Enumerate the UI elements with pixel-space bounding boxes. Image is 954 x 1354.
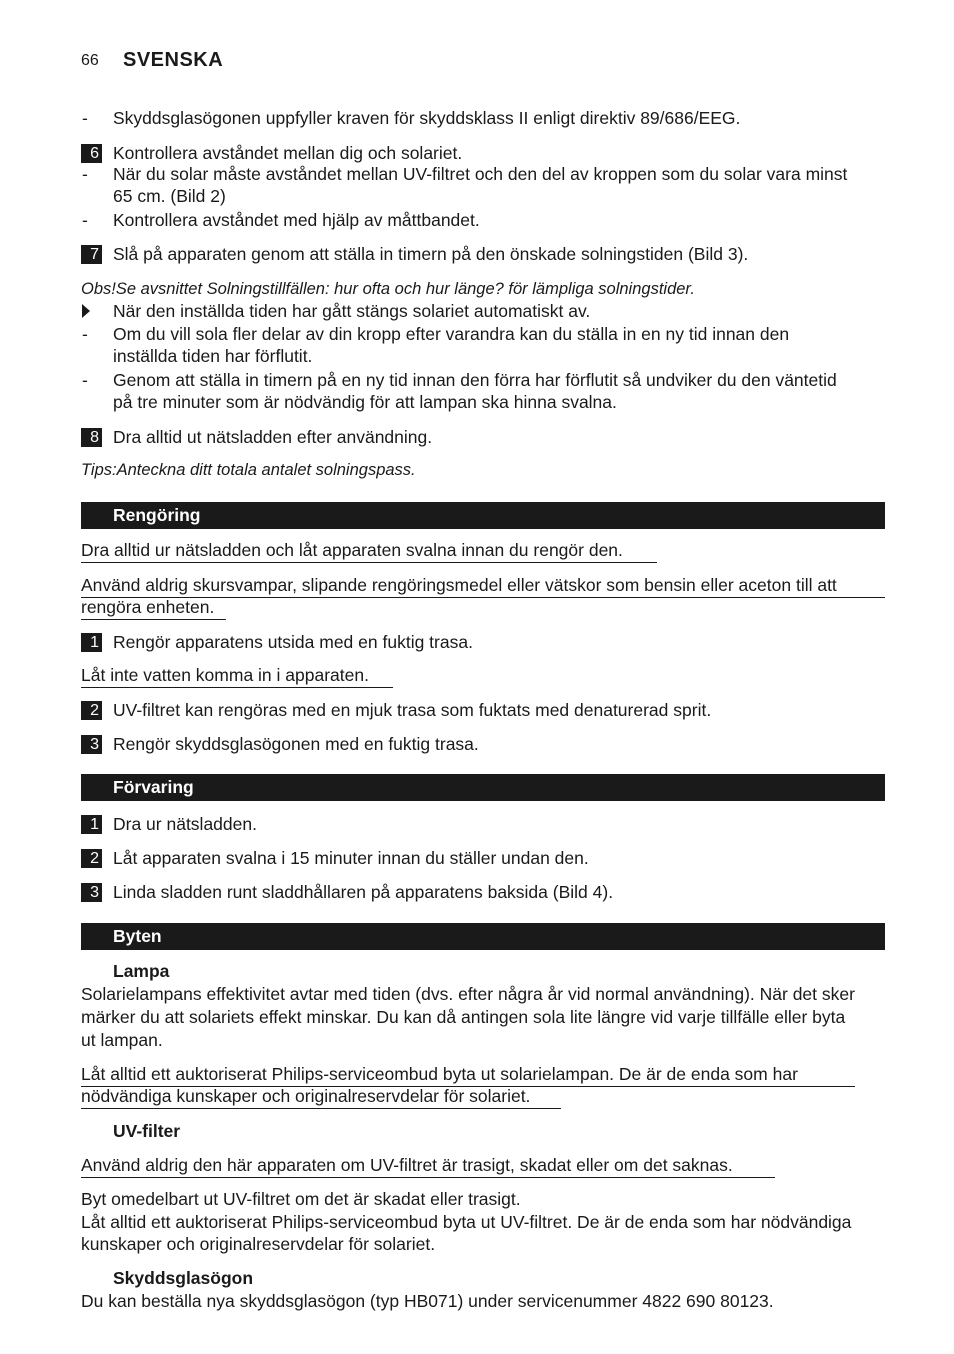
- paragraph-text: Låt alltid ett auktoriserat Philips-serviceombud byta ut UV-filtret. De är de enda som har nödvändiga: [81, 1212, 852, 1232]
- warning-underline: [81, 687, 393, 688]
- note-text: Obs!Se avsnittet Solningstillfällen: hur ofta och hur länge? för lämpliga solningstider.: [81, 280, 695, 298]
- bullet-text: Skyddsglasögonen uppfyller kraven för skyddsklass II enligt direktiv 89/686/EEG.: [113, 108, 741, 128]
- step-text: Slå på apparaten genom att ställa in timern på den önskade solningstiden (Bild 3).: [113, 244, 749, 264]
- dash-bullet: -: [82, 108, 88, 128]
- paragraph-text: Du kan beställa nya skyddsglasögon (typ HB071) under servicenummer 4822 690 80123.: [81, 1291, 774, 1311]
- section-heading-rengoring: Rengöring: [81, 502, 885, 529]
- step-text: Dra alltid ut nätsladden efter användning.: [113, 427, 433, 447]
- step-number: 8: [81, 428, 102, 447]
- step-number: 1: [81, 633, 102, 652]
- warning-text: Använd aldrig den här apparaten om UV-filtret är trasigt, skadat eller om det saknas.: [81, 1155, 733, 1175]
- paragraph-text: Byt omedelbart ut UV-filtret om det är skadat eller trasigt.: [81, 1189, 521, 1209]
- step-number: 2: [81, 849, 102, 868]
- step-number: 7: [81, 245, 102, 264]
- warning-text: nödvändiga kunskaper och originalreservdelar för solariet.: [81, 1086, 531, 1106]
- dash-bullet: -: [82, 164, 88, 184]
- bullet-text: på tre minuter som är nödvändig för att lampan ska hinna svalna.: [113, 392, 617, 412]
- warning-text: Använd aldrig skursvampar, slipande rengöringsmedel eller vätskor som bensin eller aceton till att: [81, 575, 837, 595]
- paragraph-text: kunskaper och originalreservdelar för solariet.: [81, 1234, 436, 1254]
- step-text: Låt apparaten svalna i 15 minuter innan du ställer undan den.: [113, 848, 589, 868]
- step-text: UV-filtret kan rengöras med en mjuk trasa som fuktats med denaturerad sprit.: [113, 700, 712, 720]
- tip-text: Tips:Anteckna ditt totala antalet solningspass.: [81, 461, 416, 479]
- step-number: 2: [81, 701, 102, 720]
- step-text: Rengör skyddsglasögonen med en fuktig trasa.: [113, 734, 479, 754]
- warning-underline: [81, 562, 657, 563]
- bullet-text: 65 cm. (Bild 2): [113, 186, 226, 206]
- subheading-lampa: Lampa: [113, 961, 170, 981]
- step-text: Dra ur nätsladden.: [113, 814, 257, 834]
- warning-underline: [81, 1108, 561, 1109]
- subheading-skyddsglasogon: Skyddsglasögon: [113, 1268, 254, 1288]
- step-number: 3: [81, 735, 102, 754]
- step-number: 6: [81, 144, 102, 163]
- warning-text: rengöra enheten.: [81, 597, 215, 617]
- step-text: Rengör apparatens utsida med en fuktig trasa.: [113, 632, 473, 652]
- arrow-item-text: När den inställda tiden har gått stängs solariet automatiskt av.: [113, 301, 591, 321]
- step-text: Kontrollera avståndet mellan dig och solariet.: [113, 143, 463, 163]
- warning-text: Låt alltid ett auktoriserat Philips-serviceombud byta ut solarielampan. De är de enda som har: [81, 1064, 798, 1084]
- warning-underline: [81, 619, 226, 620]
- bullet-text: Kontrollera avståndet med hjälp av måttbandet.: [113, 210, 480, 230]
- language-title: SVENSKA: [123, 49, 224, 71]
- subheading-uv-filter: UV-filter: [113, 1121, 181, 1141]
- bullet-text: När du solar måste avståndet mellan UV-filtret och den del av kroppen som du solar vara minst: [113, 164, 848, 184]
- page-number: 66: [81, 52, 99, 69]
- bullet-text: inställda tiden har förflutit.: [113, 346, 313, 366]
- paragraph-text: Solarielampans effektivitet avtar med tiden (dvs. efter några år vid normal användning). När det sker: [81, 984, 855, 1004]
- step-number: 3: [81, 883, 102, 902]
- section-heading-forvaring: Förvaring: [81, 774, 885, 801]
- dash-bullet: -: [82, 324, 88, 344]
- warning-text: Låt inte vatten komma in i apparaten.: [81, 665, 369, 685]
- dash-bullet: -: [82, 370, 88, 390]
- step-text: Linda sladden runt sladdhållaren på apparatens baksida (Bild 4).: [113, 882, 614, 902]
- bullet-text: Genom att ställa in timern på en ny tid innan den förra har förflutit så undviker du den väntetid: [113, 370, 837, 390]
- paragraph-text: ut lampan.: [81, 1030, 163, 1050]
- warning-underline: [81, 1177, 775, 1178]
- step-number: 1: [81, 815, 102, 834]
- section-heading-byten: Byten: [81, 923, 885, 950]
- warning-text: Dra alltid ur nätsladden och låt apparaten svalna innan du rengör den.: [81, 540, 623, 560]
- paragraph-text: märker du att solariets effekt minskar. Du kan då antingen sola lite längre vid varje tillfälle eller byta: [81, 1007, 846, 1027]
- dash-bullet: -: [82, 210, 88, 230]
- bullet-text: Om du vill sola fler delar av din kropp efter varandra kan du ställa in en ny tid innan den: [113, 324, 790, 344]
- arrow-bullet-icon: [82, 304, 90, 318]
